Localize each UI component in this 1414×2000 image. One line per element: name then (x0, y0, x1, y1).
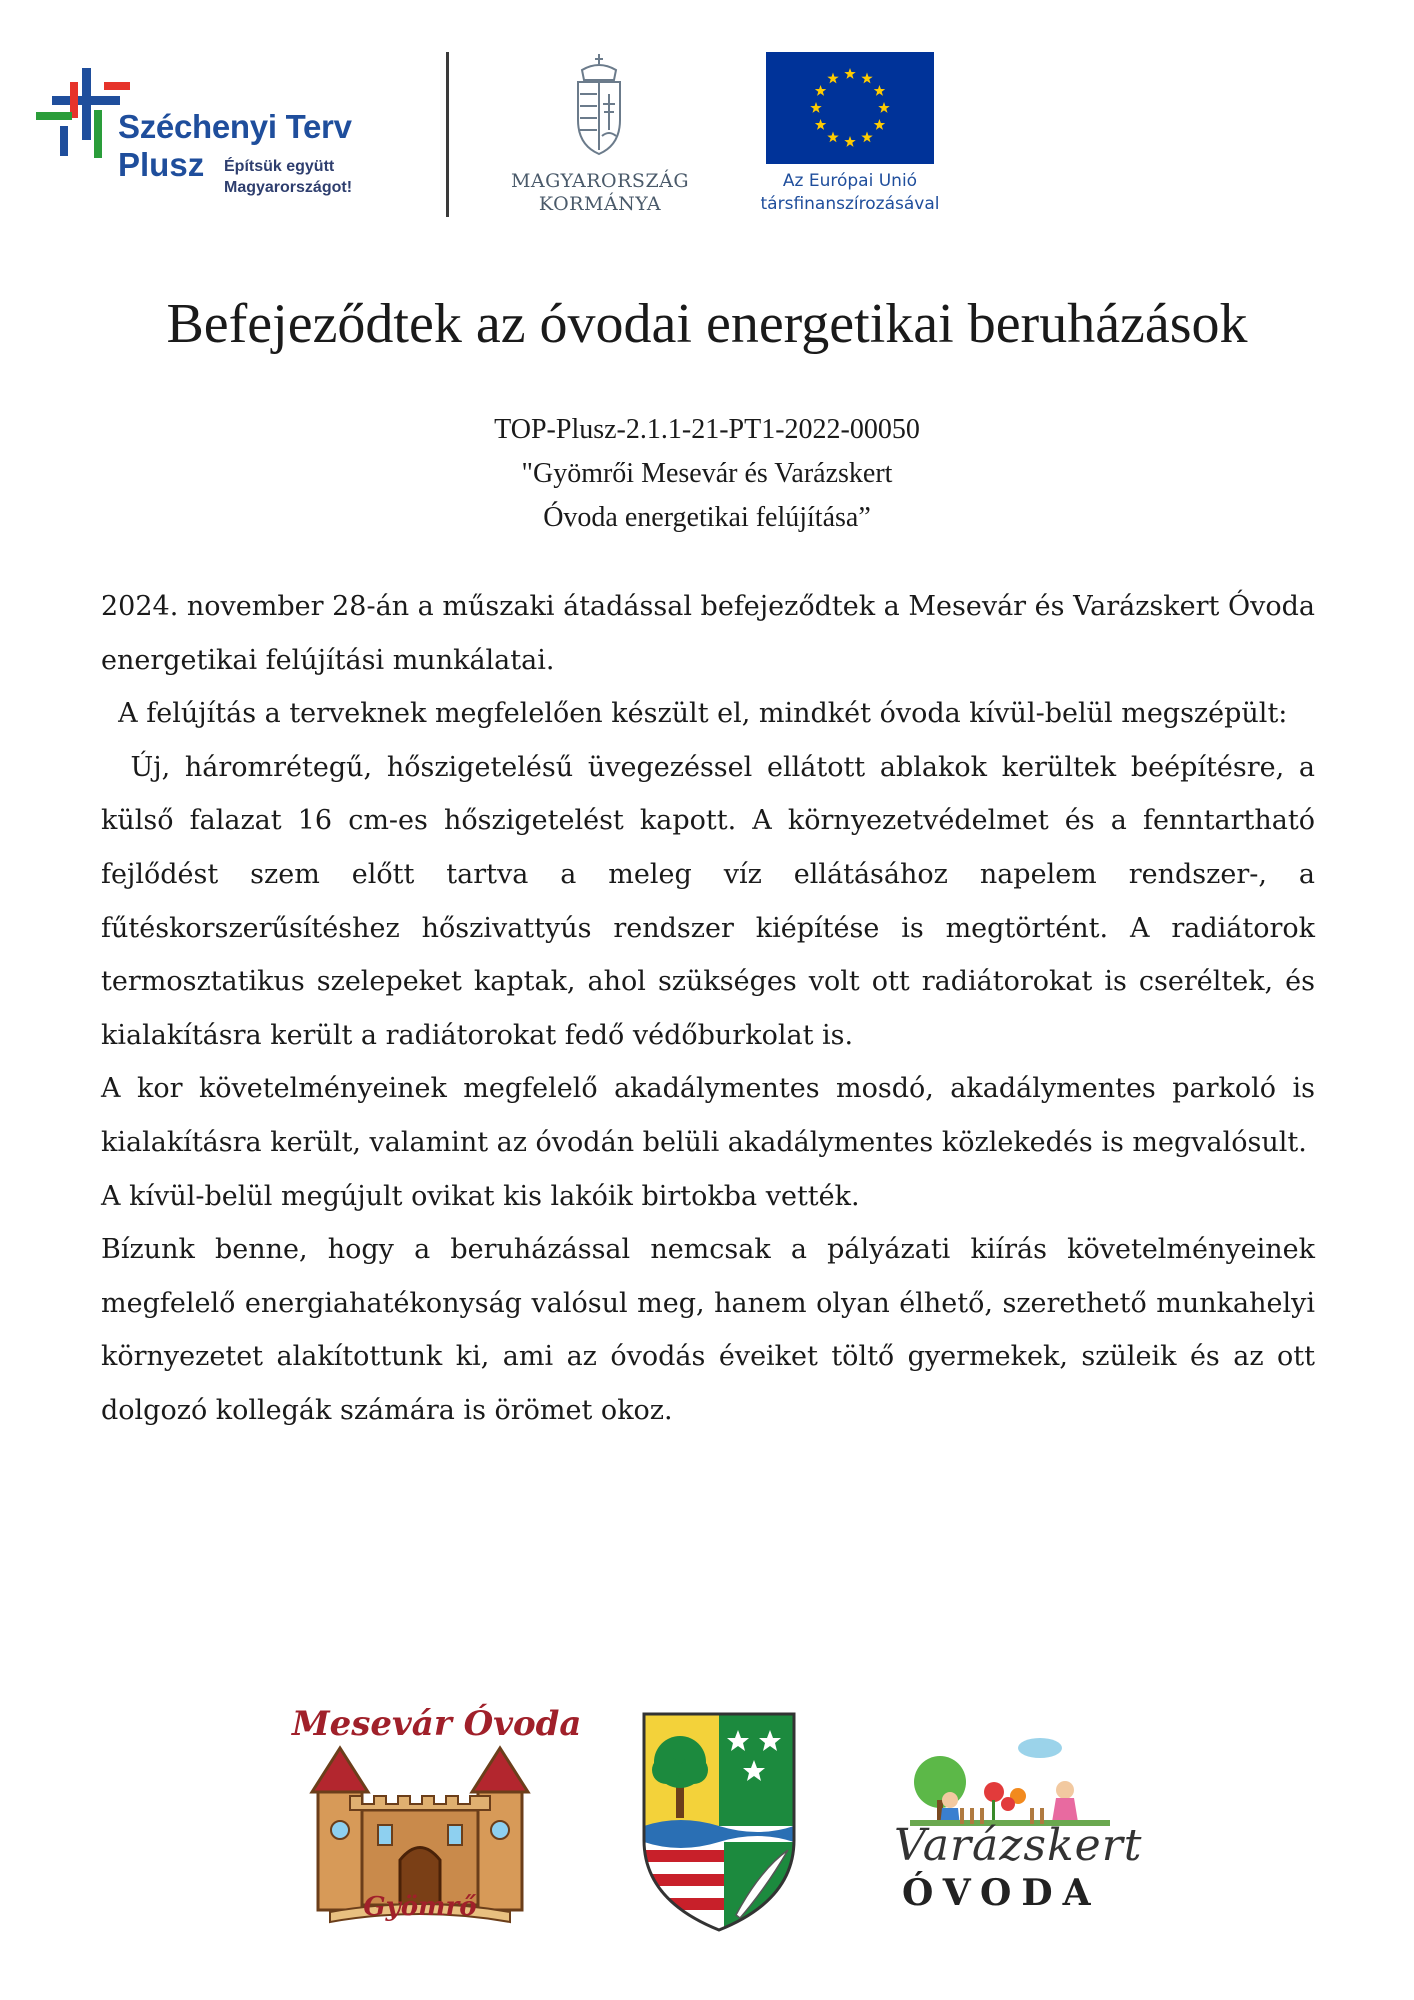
hungarian-coat-of-arms-icon (568, 50, 630, 160)
eu-cofinancing-label: Az Európai Unió társfinanszírozásával (760, 171, 940, 214)
szechenyi-plusz: Plusz (118, 146, 205, 183)
varazskert-type: ÓVODA (902, 1872, 1101, 1914)
paragraph: A kívül-belül megújult ovikat kis lakóik birtokba vették. (101, 1180, 860, 1212)
paragraph: Új, háromrétegű, hőszigetelésű üvegezéssel ellátott ablakok kerültek beépítésre, a külső falazat 16 cm-es hőszigetelést kapott. A környezetvédelmet és a fenntartható fejlődést szem előtt tartva a meleg víz ellátásához napelem rendszer-, a fűtéskorszerűsítéshez hőszivattyús rendszer kiépítése is megtörtént. A radiátorok termosztatikus szelepeket kaptak, ahol szükséges volt ott radiátorokat is cseréltek, és kialakításra került a radiátorokat fedő védőburkolat is. (101, 751, 1315, 1051)
gyomro-coat-of-arms-icon (640, 1710, 798, 1934)
project-code: TOP-Plusz-2.1.1-21-PT1-2022-00050 (494, 414, 920, 445)
government-label: MAGYARORSZÁG KORMÁNYA (510, 170, 690, 215)
eu-flag-icon (766, 52, 934, 164)
paragraph: 2024. november 28-án a műszaki átadással befejeződtek a Mesevár és Varázskert Óvoda energetikai felújítási munkálatai. (101, 591, 1315, 676)
project-name-line-2: Óvoda energetikai felújítása” (543, 502, 871, 533)
project-name-line-1: "Gyömrői Mesevár és Varázskert (521, 458, 893, 489)
paragraph: Bízunk benne, hogy a beruházással nemcsak a pályázati kiírás követelményeinek megfelelő energiahatékonyság valósul meg, hanem olyan élhető, szerethető munkahelyi környezetet alakítottunk ki, ami az óvodás éveiket töltő gyermekek, szüleik és az ott dolgozó kollegák számára is örömet okoz. (101, 1234, 1315, 1426)
szechenyi-slogan: Építsük együtt Magyarországot! (224, 158, 353, 196)
paragraph: A kor követelményeinek megfelelő akadálymentes mosdó, akadálymentes parkoló is kialakításra került, valamint az óvodán belüli akadálymentes közlekedés is megvalósult. (101, 1073, 1315, 1158)
paragraph: A felújítás a terveknek megfelelően készült el, mindkét óvoda kívül-belül megszépült: (101, 698, 1288, 730)
header-divider (446, 52, 449, 217)
page-title: Befejeződtek az óvodai energetikai beruházások (166, 293, 1248, 355)
varazskert-name: Varázskert (894, 1820, 1143, 1871)
mesevar-name: Mesevár Óvoda (292, 1704, 582, 1744)
article-body (101, 580, 1315, 1438)
mesevar-town: Gyömrő (363, 1892, 477, 1922)
szechenyi-title: Széchenyi Terv (118, 108, 352, 145)
